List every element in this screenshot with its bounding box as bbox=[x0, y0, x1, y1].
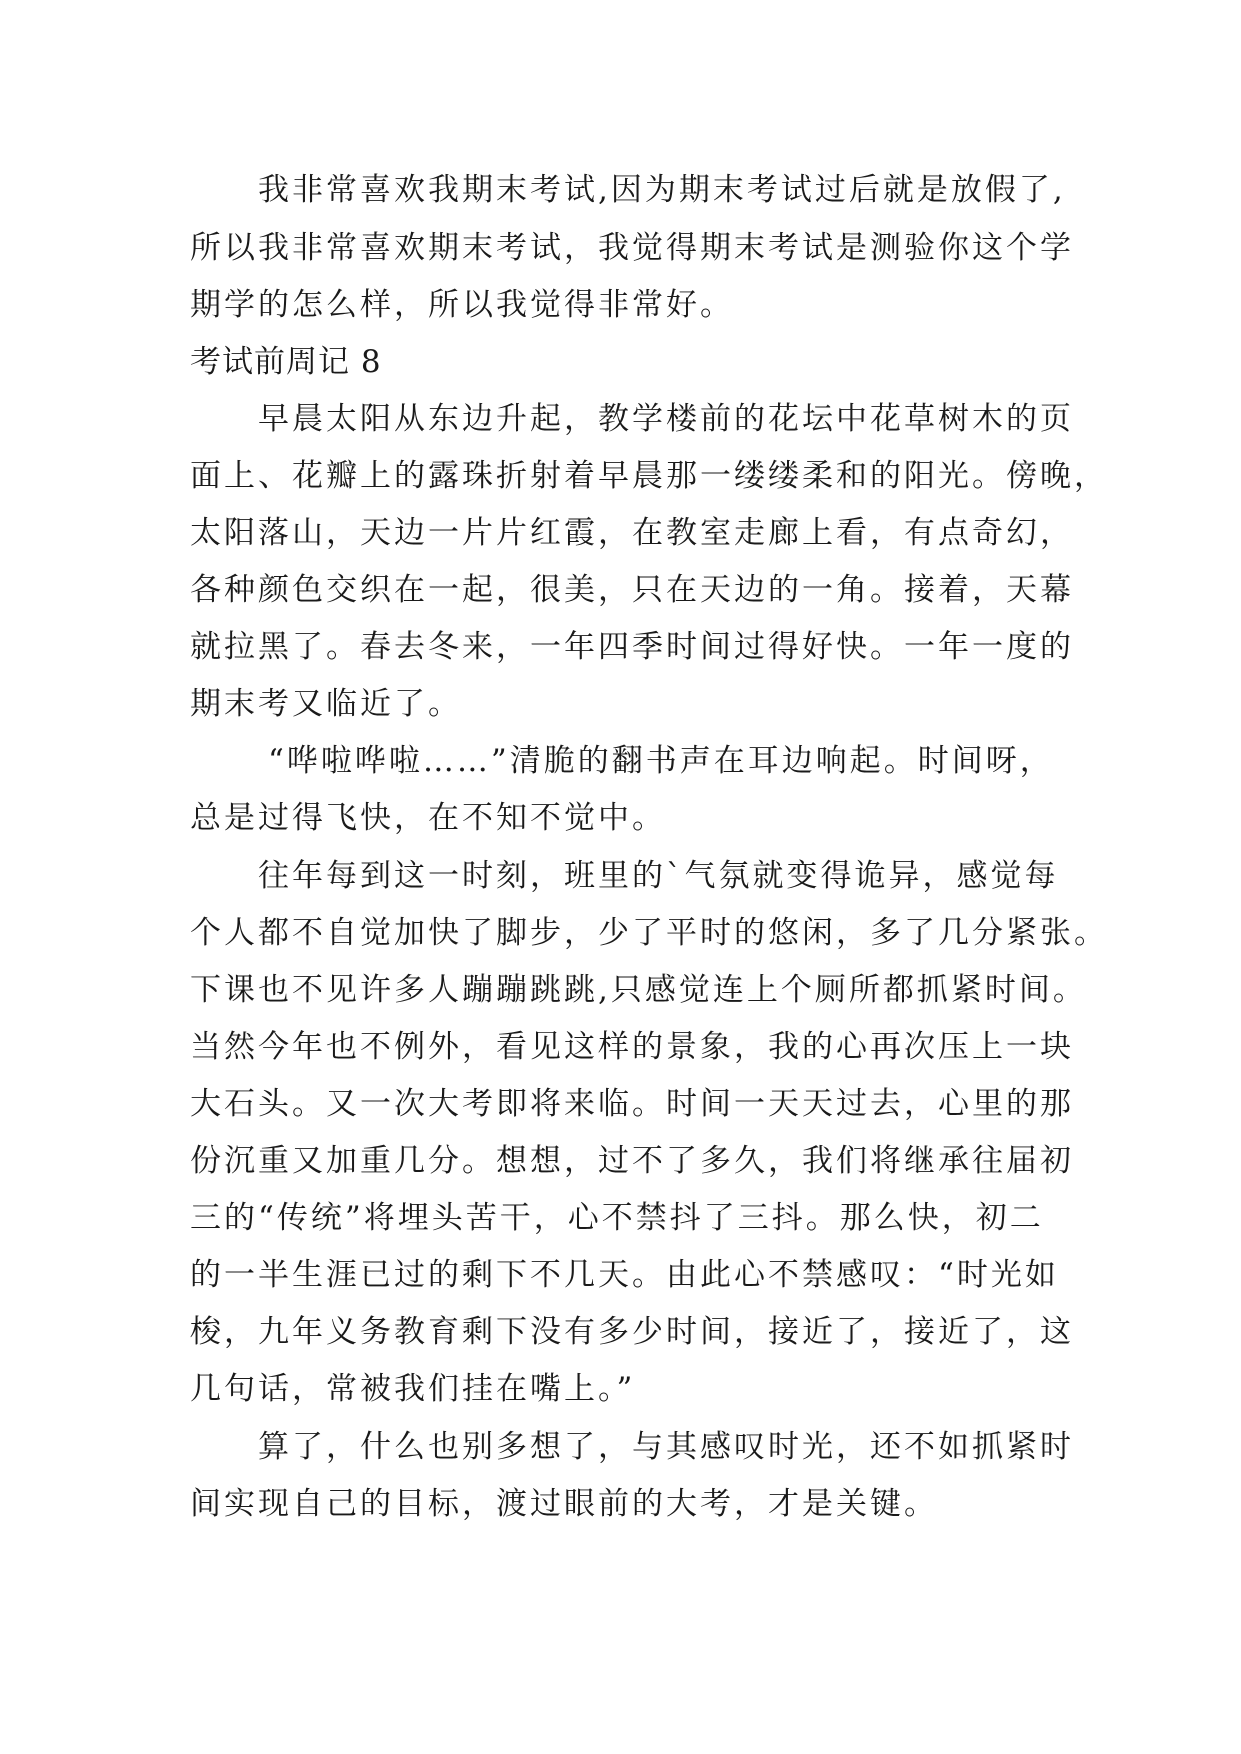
paragraph-line: 算了，什么也别多想了，与其感叹时光，还不如抓紧时 bbox=[258, 1429, 1074, 1465]
paragraph-line: 就拉黑了。春去冬来，一年四季时间过得好快。一年一度的 bbox=[190, 629, 1074, 665]
paragraph-line: 期末考又临近了。 bbox=[190, 686, 462, 722]
paragraph-line: 所以我非常喜欢期末考试，我觉得期末考试是测验你这个学 bbox=[190, 230, 1074, 266]
paragraph-line: 的一半生涯已过的剩下不几天。由此心不禁感叹：“时光如 bbox=[190, 1257, 1059, 1293]
paragraph-line: 期学的怎么样，所以我觉得非常好。 bbox=[190, 287, 734, 323]
paragraph-line: 各种颜色交织在一起，很美，只在天边的一角。接着，天幕 bbox=[190, 572, 1074, 608]
paragraph-line: 太阳落山，天边一片片红霞，在教室走廊上看，有点奇幻， bbox=[190, 515, 1074, 551]
paragraph-line: 梭，九年义务教育剩下没有多少时间，接近了，接近了，这 bbox=[190, 1314, 1074, 1350]
paragraph-line: 下课也不见许多人蹦蹦跳跳,只感觉连上个厕所都抓紧时间。 bbox=[190, 972, 1087, 1008]
paragraph-line: 份沉重又加重几分。想想，过不了多久，我们将继承往届初 bbox=[190, 1143, 1074, 1179]
paragraph-line: 当然今年也不例外，看见这样的景象，我的心再次压上一块 bbox=[190, 1029, 1074, 1065]
paragraph-line: 往年每到这一时刻，班里的`气氛就变得诡异，感觉每 bbox=[258, 858, 1059, 894]
paragraph-line: 我非常喜欢我期末考试,因为期末考试过后就是放假了, bbox=[258, 172, 1066, 208]
paragraph-line: 大石头。又一次大考即将来临。时间一天天过去，心里的那 bbox=[190, 1086, 1074, 1122]
paragraph-line: 几句话，常被我们挂在嘴上。” bbox=[190, 1371, 636, 1407]
paragraph-line: 面上、花瓣上的露珠折射着早晨那一缕缕柔和的阳光。傍晚， bbox=[190, 458, 1108, 494]
section-heading: 考试前周记 8 bbox=[190, 344, 382, 380]
paragraph-line: 个人都不自觉加快了脚步，少了平时的悠闲，多了几分紧张。 bbox=[190, 915, 1108, 951]
paragraph-line: 早晨太阳从东边升起，教学楼前的花坛中花草树木的页 bbox=[258, 401, 1074, 437]
paragraph-line: 间实现自己的目标，渡过眼前的大考，才是关键。 bbox=[190, 1486, 938, 1522]
paragraph-line: “哗啦哗啦……”清脆的翻书声在耳边响起。时间呀， bbox=[268, 743, 1054, 779]
paragraph-line: 总是过得飞快，在不知不觉中。 bbox=[190, 800, 666, 836]
paragraph-line: 三的“传统”将埋头苦干，心不禁抖了三抖。那么快，初二 bbox=[190, 1200, 1044, 1236]
